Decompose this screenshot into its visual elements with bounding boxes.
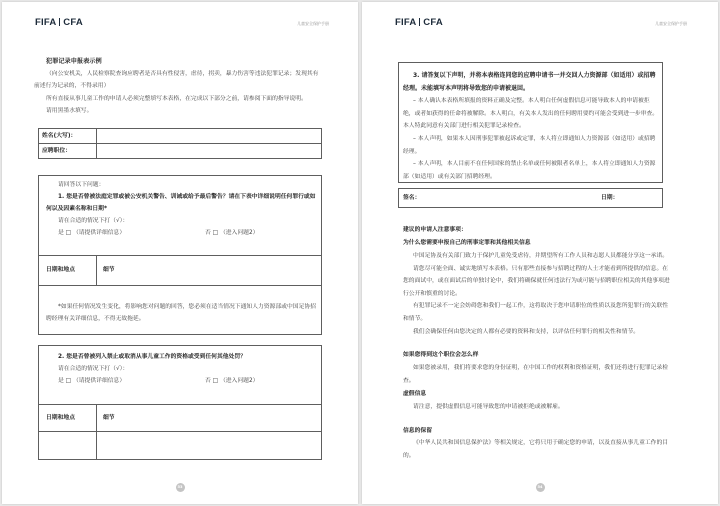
body-paragraph: 中国足协及有关部门致力于保护儿童免受虐待，并期望所有工作人员和志愿人员都能分享这一承诺。 bbox=[413, 253, 669, 259]
body-paragraph: 如果您被录用，我们将要求您的身份证明，在中国工作的权利和资格证明，我们还将进行犯罪记录检查。 bbox=[403, 365, 669, 384]
question-2-details-area bbox=[38, 431, 322, 460]
intro-paragraph: 所有直接从事儿童工作的申请人必须完整填写本表格，在完成以下部分之前，请参阅下面的指导说明。 bbox=[46, 95, 307, 102]
question-1-details-table bbox=[38, 255, 322, 285]
declaration-item: – 本人确认本表格所填报的资料正确及完整。本人明白任何虚假信息可能导致本人的申请被拒绝，或者如获得的任命将被解除。本人明白，有关本人发出的任何聘用要约可能会受到进一步审查。本人特此同意有关部门进行相关犯罪记录检查。 bbox=[403, 98, 659, 130]
yes-option: 是 □ （请提供详细信息） bbox=[58, 230, 126, 236]
declaration-item: – 本人声明，本人目前不在任何国家的禁止名单或任何被限者名单上，本人将立即通知人力资源部（如适用）或有关部门招聘经理。 bbox=[403, 161, 656, 180]
logo-fifa-text: FIFA bbox=[395, 17, 417, 28]
form-title: 犯罪记录申报表示例 bbox=[46, 58, 102, 65]
tick-prompt: 请在合适的情况下打（√）： bbox=[58, 366, 129, 372]
section-heading: 虚假信息 bbox=[403, 391, 427, 397]
notes-title: 建议的申请人注意事项： bbox=[403, 227, 467, 233]
body-paragraph: 请注意，提供虚假信息可能导致您的申请被拒绝或被解雇。 bbox=[413, 404, 564, 410]
question-2-text: 2. 您是否曾被列入禁止或取消从事儿童工作的资格或受到任何其他处罚？ bbox=[58, 354, 246, 360]
no-option: 否 □ （进入问题2） bbox=[205, 230, 259, 236]
logo-cfa-text: CFA bbox=[63, 17, 83, 28]
section-heading: 信息的保留 bbox=[403, 428, 432, 434]
details-header: 细节 bbox=[103, 415, 115, 421]
section-heading: 为什么您需要申报自己的刑事定罪和其他相关信息 bbox=[403, 240, 531, 246]
position-label: 应聘职位： bbox=[42, 147, 71, 154]
name-label: 姓名(大写)： bbox=[42, 132, 77, 139]
logo-cfa-text: CFA bbox=[423, 17, 443, 28]
body-paragraph: 请您尽可能全面、诚实地填写本表格。只有那些直接参与招聘过程的人士才能看到所提供的信息。在您的面试中，或在面试后的单独讨论中，我们将确保就任何违法行为或可能与招聘职位相关的其他事项进行公开和慎重的讨论。 bbox=[403, 265, 670, 297]
question-2-details-table bbox=[38, 404, 322, 432]
body-paragraph: 有犯罪记录不一定会妨碍您和我们一起工作，这将取决于您申请职位的性质以及您所犯罪行的关联性和情节。 bbox=[403, 303, 669, 322]
date-label: 日期： bbox=[601, 195, 619, 201]
page-number: 54 bbox=[536, 483, 545, 492]
no-option: 否 □ （进入问题2） bbox=[205, 378, 259, 384]
section-heading: 如果您得到这个职位会怎么样 bbox=[403, 352, 479, 358]
tick-prompt: 请在合适的情况下打（√）： bbox=[58, 218, 129, 224]
intro-paragraph: 请用黑墨水填写。 bbox=[46, 107, 93, 114]
table-column-divider bbox=[96, 404, 97, 460]
yes-option: 是 □ （请提供详细信息） bbox=[58, 378, 126, 384]
details-header: 细节 bbox=[103, 267, 115, 273]
question-3-content bbox=[403, 70, 661, 183]
table-column-divider bbox=[96, 255, 97, 285]
question-1-footnote: *如果任何情况发生变化，将影响您对问题的回答，您必须在适当情况下通知人力资源部或中国足协招聘经理有关详细信息，不得无故拖延。 bbox=[46, 304, 316, 322]
position-field bbox=[97, 144, 321, 158]
fifa-cfa-logo bbox=[395, 17, 443, 28]
declaration-item: – 本人声明，如果本人因刑事犯罪被起诉或定罪，本人将立即通知人力资源部（如适用）或招聘经理。 bbox=[403, 135, 656, 155]
date-place-header: 日期和地点 bbox=[46, 415, 75, 421]
question-1-text: 1. 您是否曾被法庭定罪或被公安机关警告、训诫或给予最后警告？请在下表中详细说明任何罪行或如何以及因素名称和日期* bbox=[46, 194, 316, 212]
running-header-title: 儿童安全保护手册 bbox=[655, 21, 687, 26]
body-paragraph: 我们会确保任何由您决定的人都有必要的资料和支持，以评估任何罪行的相关性和情节。 bbox=[413, 328, 640, 335]
question-instruction: 请回答以下问题： bbox=[58, 182, 105, 188]
running-header-title: 儿童安全保护手册 bbox=[297, 21, 329, 26]
signature-table bbox=[398, 188, 663, 208]
why-section-body bbox=[403, 250, 670, 338]
question-3-text: 3. 请答复以下声明，并将本表格连同您的应聘申请书一并交回人力资源部（如适用）或招聘经理。未能填写本声明将导致您的申请被退回。 bbox=[403, 72, 656, 92]
logo-divider bbox=[59, 18, 60, 26]
signature-label: 签名： bbox=[403, 195, 421, 201]
intro-paragraph: （向公安机关，人民检察院查询应聘者是否具有性侵害，虐待，拐卖，暴力伤害等违法犯罪记录；发现其有前述行为记录的，不得录用） bbox=[34, 71, 319, 90]
name-field bbox=[97, 129, 321, 142]
body-paragraph: 《中华人民共和国信息保护法》等相关规定，它将只用于确定您的申请，以及直接从事儿童工作的目的。 bbox=[403, 440, 669, 459]
logo-fifa-text: FIFA bbox=[35, 17, 57, 28]
fifa-cfa-logo bbox=[35, 17, 83, 28]
logo-divider bbox=[419, 18, 420, 26]
page-number: 53 bbox=[176, 483, 185, 492]
date-place-header: 日期和地点 bbox=[46, 267, 75, 273]
intro-block bbox=[34, 68, 322, 117]
